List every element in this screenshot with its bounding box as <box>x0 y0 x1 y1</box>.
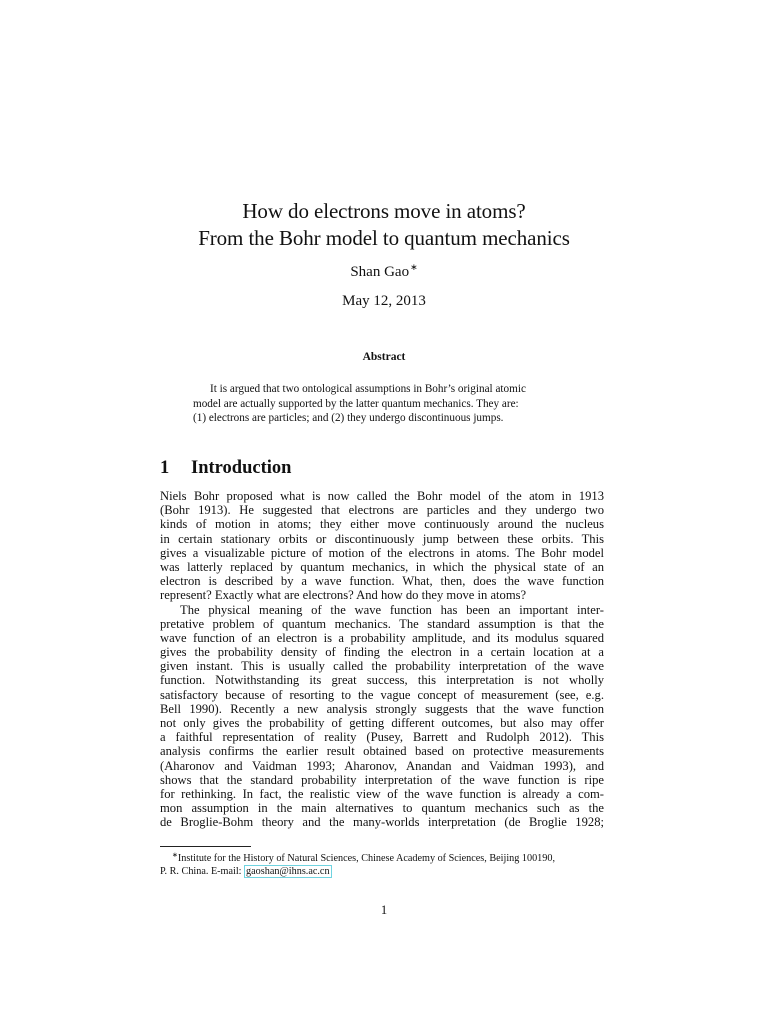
body-line: analysis confirms the earlier result obtained based on protective measurements <box>160 744 604 759</box>
body-line: given instant. This is usually called the probability interpretation of the wave <box>160 659 604 674</box>
section-title: Introduction <box>191 458 292 478</box>
author <box>0 262 768 281</box>
body-line: Bell 1990). Recently a new analysis strongly suggests that the wave function <box>160 701 604 716</box>
body-line: for rethinking. In fact, the realistic view of the wave function is already a com- <box>160 786 604 801</box>
publication-date: May 12, 2013 <box>342 293 426 309</box>
section-number: 1 <box>160 458 170 478</box>
page-number: 1 <box>380 903 388 917</box>
body-line: (Aharonov and Vaidman 1993; Aharonov, Anandan and Vaidman 1993), and <box>160 758 604 773</box>
title-line-2: From the Bohr model to quantum mechanics <box>198 226 570 250</box>
footnote-country: P. R. China. E-mail: <box>160 866 245 877</box>
body-line: in certain stationary orbits or discontinuously jump between these orbits. This <box>160 531 604 546</box>
abstract-line: model are actually supported by the latter quantum mechanics. They are: <box>193 397 519 410</box>
body-line: de Broglie-Bohm theory and the many-worlds interpretation (de Broglie 1928; <box>160 815 604 830</box>
footnote-marker: ∗ <box>172 851 178 859</box>
footnote <box>160 849 604 878</box>
body-line: gives a visualizable picture of motion of the electrons in atoms. The Bohr model <box>160 545 604 560</box>
body-line: kinds of motion in atoms; they either move continuously around the nucleus <box>160 517 604 532</box>
author-footnote-marker: ∗ <box>410 262 418 272</box>
body-line: pretative problem of quantum mechanics. The standard assumption is that the <box>160 616 604 631</box>
title-line-1: How do electrons move in atoms? <box>242 199 526 223</box>
body-line: electron is described by a wave function. What, then, does the wave function <box>160 574 604 589</box>
section-heading <box>160 458 291 479</box>
body-line: function. Notwithstanding its great success, this interpretation is not wholly <box>160 673 604 688</box>
body-line: (Bohr 1913). He suggested that electrons are particles and they undergo two <box>160 503 604 518</box>
footnote-line-1 <box>160 849 604 865</box>
body-line: shows that the standard probability interpretation of the wave function is ripe <box>160 772 604 787</box>
body-line: satisfactory because of resorting to the vague concept of measurement (see, e.g. <box>160 687 604 702</box>
body-line: mon assumption in the main alternatives to quantum mechanics such as the <box>160 801 604 816</box>
abstract-body <box>193 382 577 426</box>
body-line: a faithful representation of reality (Pusey, Barrett and Rudolph 2012). This <box>160 730 604 745</box>
body-line: gives the probability density of finding the electron in a certain location at a <box>160 645 604 660</box>
body-line: was latterly replaced by quantum mechanics, in which the physical state of an <box>160 559 604 574</box>
email-link[interactable]: gaoshan@ihns.ac.cn <box>246 866 330 877</box>
abstract-line: It is argued that two ontological assumptions in Bohr’s original atomic <box>210 383 526 395</box>
abstract-heading: Abstract <box>362 351 406 363</box>
body-line: The physical meaning of the wave function has been an important inter- <box>180 602 604 617</box>
body-line: Niels Bohr proposed what is now called the Bohr model of the atom in 1913 <box>160 489 604 503</box>
footnote-line-2 <box>160 865 604 878</box>
section-body <box>160 489 604 830</box>
body-line: not only gives the probability of getting different outcomes, but also may offer <box>160 716 604 730</box>
footnote-rule <box>160 846 251 847</box>
body-line: wave function of an electron is a probability amplitude, and its modulus squared <box>160 630 604 645</box>
footnote-affiliation: Institute for the History of Natural Sciences, Chinese Academy of Sciences, Beijing 100190, <box>177 853 556 864</box>
abstract-line: (1) electrons are particles; and (2) they undergo discontinuous jumps. <box>193 412 504 425</box>
body-line: represent? Exactly what are electrons? And how do they move in atoms? <box>160 588 527 603</box>
author-name: Shan Gao <box>350 264 410 280</box>
